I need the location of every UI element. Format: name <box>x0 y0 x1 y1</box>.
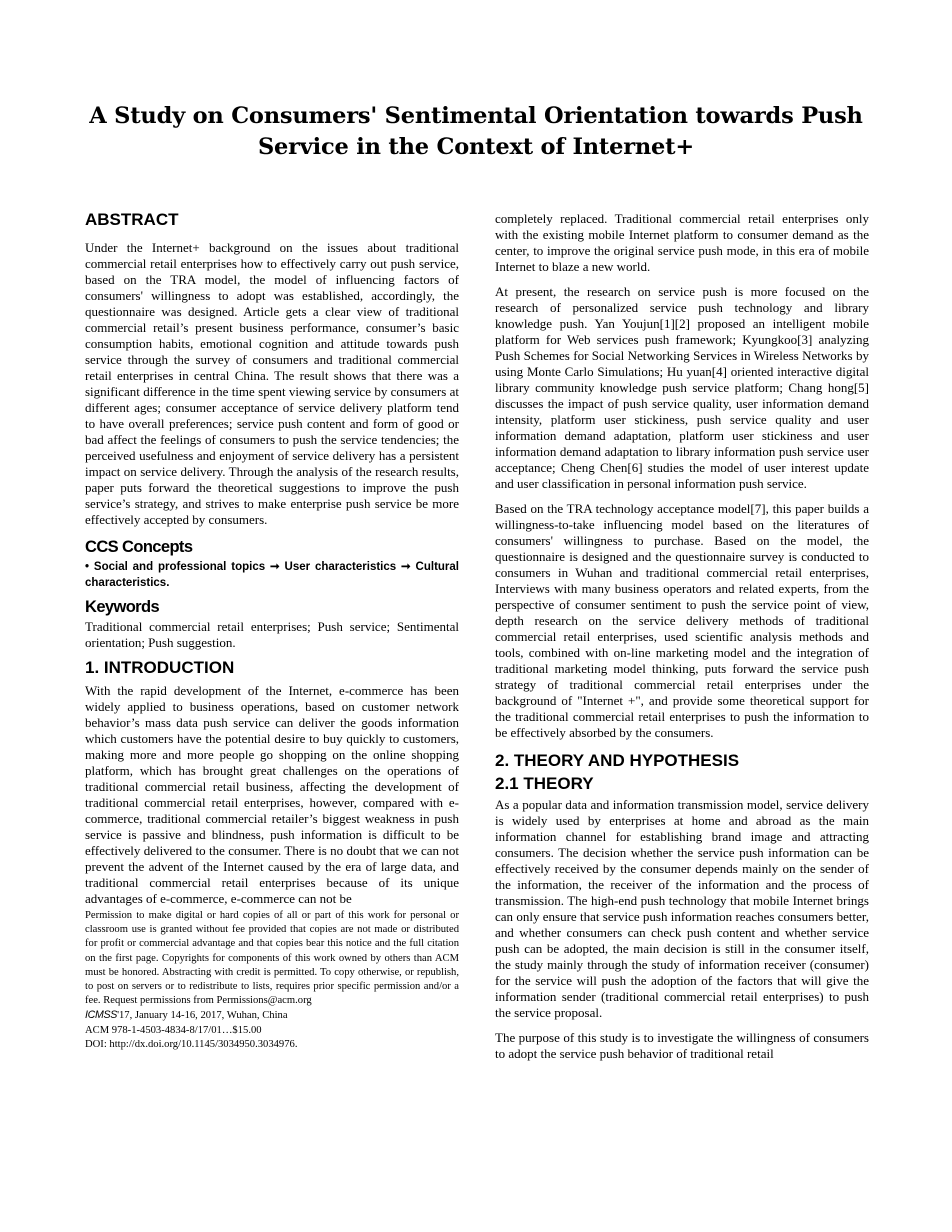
conference-details: '17, January 14-16, 2017, Wuhan, China <box>117 1010 288 1022</box>
isbn-info: ACM 978-1-4503-4834-8/17/01…$15.00 <box>85 1024 262 1036</box>
paper-title: A Study on Consumers' Sentimental Orientation towards Push Service in the Context of Internet+ <box>89 103 863 160</box>
abstract-heading: ABSTRACT <box>85 210 179 229</box>
abstract-text: Under the Internet+ background on the issues about traditional commercial retail enterprises how to effectively carry out push service, based on the TRA model, the model of influencing factors of consumers' willingness to adopt was established, accordingly, the questionnaire was designed. Article gets a clear view of traditional commercial retail’s present business performance, consumer’s basic consumption habits, emotional cognition and attitude towards push service through the survey of consumers and traditional commercial retail enterprises in central China. The result shows that there was a significant difference in the time spent viewing service by consumers at different ages; consumer acceptance of service delivery platform tend to have overall preferences; service push content and form of good or bad affect the feelings of consumers to push the service tendencies; the perceived usefulness and enjoyment of service delivery has a persistent impact on service delivery. Through the analysis of the research results, paper puts forward the theoretical suggestions to improve the push service’s strategy, and strives to make enterprise push service be more effectively accepted by consumers. <box>85 240 459 527</box>
theory-paragraph-2: The purpose of this study is to investigate the willingness of consumers to adopt the service push behavior of traditional retail <box>495 1030 869 1061</box>
introduction-paragraph-1-continued: completely replaced. Traditional commercial retail enterprises only with the existing mobile Internet platform to consumer demand as the center, to improve the original service push mode, in this era of mobile Internet to blaze a new world. <box>495 211 869 274</box>
introduction-paragraph-2: At present, the research on service push is more focused on the research of personalized service push technology and library knowledge push. Yan Youjun[1][2] proposed an intelligent mobile platform for Web services push framework; Kyungkoo[3] analyzing Push Schemes for Social Networking Services in Wireless Networks by using Monte Carlo Simulations; Hu yuan[4] oriented interactive digital library community knowledge push service platform; Chang hong[5] discusses the impact of push service quality, user information demand intensity, platform user stickiness, push service quality and user information demand adaptation, platform user stickiness and user information demand adaptation to library information push service user acceptance; Cheng Chen[6] studies the model of user interest update and user classification in personal information push service. <box>495 284 869 491</box>
doi-info: DOI: http://dx.doi.org/10.1145/3034950.3034976. <box>85 1038 298 1050</box>
theory-subheading: 2.1 THEORY <box>495 774 594 793</box>
keywords-text: Traditional commercial retail enterprises; Push service; Sentimental orientation; Push suggestion. <box>85 619 459 650</box>
ccs-text: • Social and professional topics ➞ User characteristics ➞ Cultural characteristics. <box>85 561 459 589</box>
ccs-heading: CCS Concepts <box>85 538 193 556</box>
copyright-permission-notice: Permission to make digital or hard copies of all or part of this work for personal or classroom use is granted without fee provided that copies are not made or distributed for profit or commercial advantage and that copies bear this notice and the full citation on the first page. Copyrights for components of this work owned by others than ACM must be honored. Abstracting with credit is permitted. To copy otherwise, or republish, to post on servers or to redistribute to lists, requires prior specific permission and/or a fee. Request permissions from Permissions@acm.org <box>85 910 459 1007</box>
left-column <box>85 209 459 1052</box>
keywords-heading: Keywords <box>85 598 160 616</box>
introduction-heading: 1. INTRODUCTION <box>85 658 235 677</box>
right-column <box>495 211 869 1071</box>
introduction-paragraph-1: With the rapid development of the Internet, e-commerce has been widely applied to business operations, based on customer network behavior’s mass data push service can deliver the goods information which customers have the potential desire to buy quickly to customers, making more and more people go shopping on the online shopping platform, which has brought great challenges on the operations of traditional commercial retail business, affecting the development of traditional commercial retail enterprises, however, compared with e-commerce, traditional commercial retailer’s biggest weakness in push service is passive and blindness, push information is difficult to be effectively delivered to the consumer. There is no doubt that we can not prevent the advent of the Internet caused by the era of large data, and traditional commercial retail enterprises because of its unique advantages of e-commerce, e-commerce can not be <box>85 683 459 906</box>
theory-paragraph-1: As a popular data and information transmission model, service delivery is widely used by enterprises at home and abroad as the main information channel for establishing brand image and attracting consumers. The decision whether the service push information can be effectively received by the consumer depends mainly on the sender of the information, the receiver of the information and the process of transmission. The high-end push technology that mobile Internet brings can only ensure that service push information reaches consumers better, and whether consumers can check push content and whether service push can be adopted, the main decision is still in the consumer itself, the study mainly through the study of information receiver (consumer) for the service will push the adoption of the factors that will give the information sender (traditional commercial retail enterprises) to push the service proposal. <box>495 797 869 1020</box>
introduction-paragraph-3: Based on the TRA technology acceptance model[7], this paper builds a willingness-to-take influencing model based on the literatures of consumers' willingness to purchase. Based on the model, the questionnaire is designed and the questionnaire survey is conducted to consumers in Wuhan and traditional commercial retail enterprises, Interviews with many business operators and related experts, from the perspective of consumer sentiment to push the service point of view, depth research on the service delivery methods of traditional commercial retail enterprises, used scientific analysis methods and tools, combined with on-line marketing model and the integration of traditional marketing model thinking, puts forward the service push strategy of traditional commercial retail enterprises under the background of "Internet +", and provide some theoretical support for the traditional commercial retail enterprises to push the information to be effectively absorbed by the consumers. <box>495 501 869 740</box>
conference-name: ICMSS <box>85 1009 118 1022</box>
conference-info <box>85 1008 459 1023</box>
theory-heading: 2. THEORY AND HYPOTHESIS <box>495 751 740 770</box>
